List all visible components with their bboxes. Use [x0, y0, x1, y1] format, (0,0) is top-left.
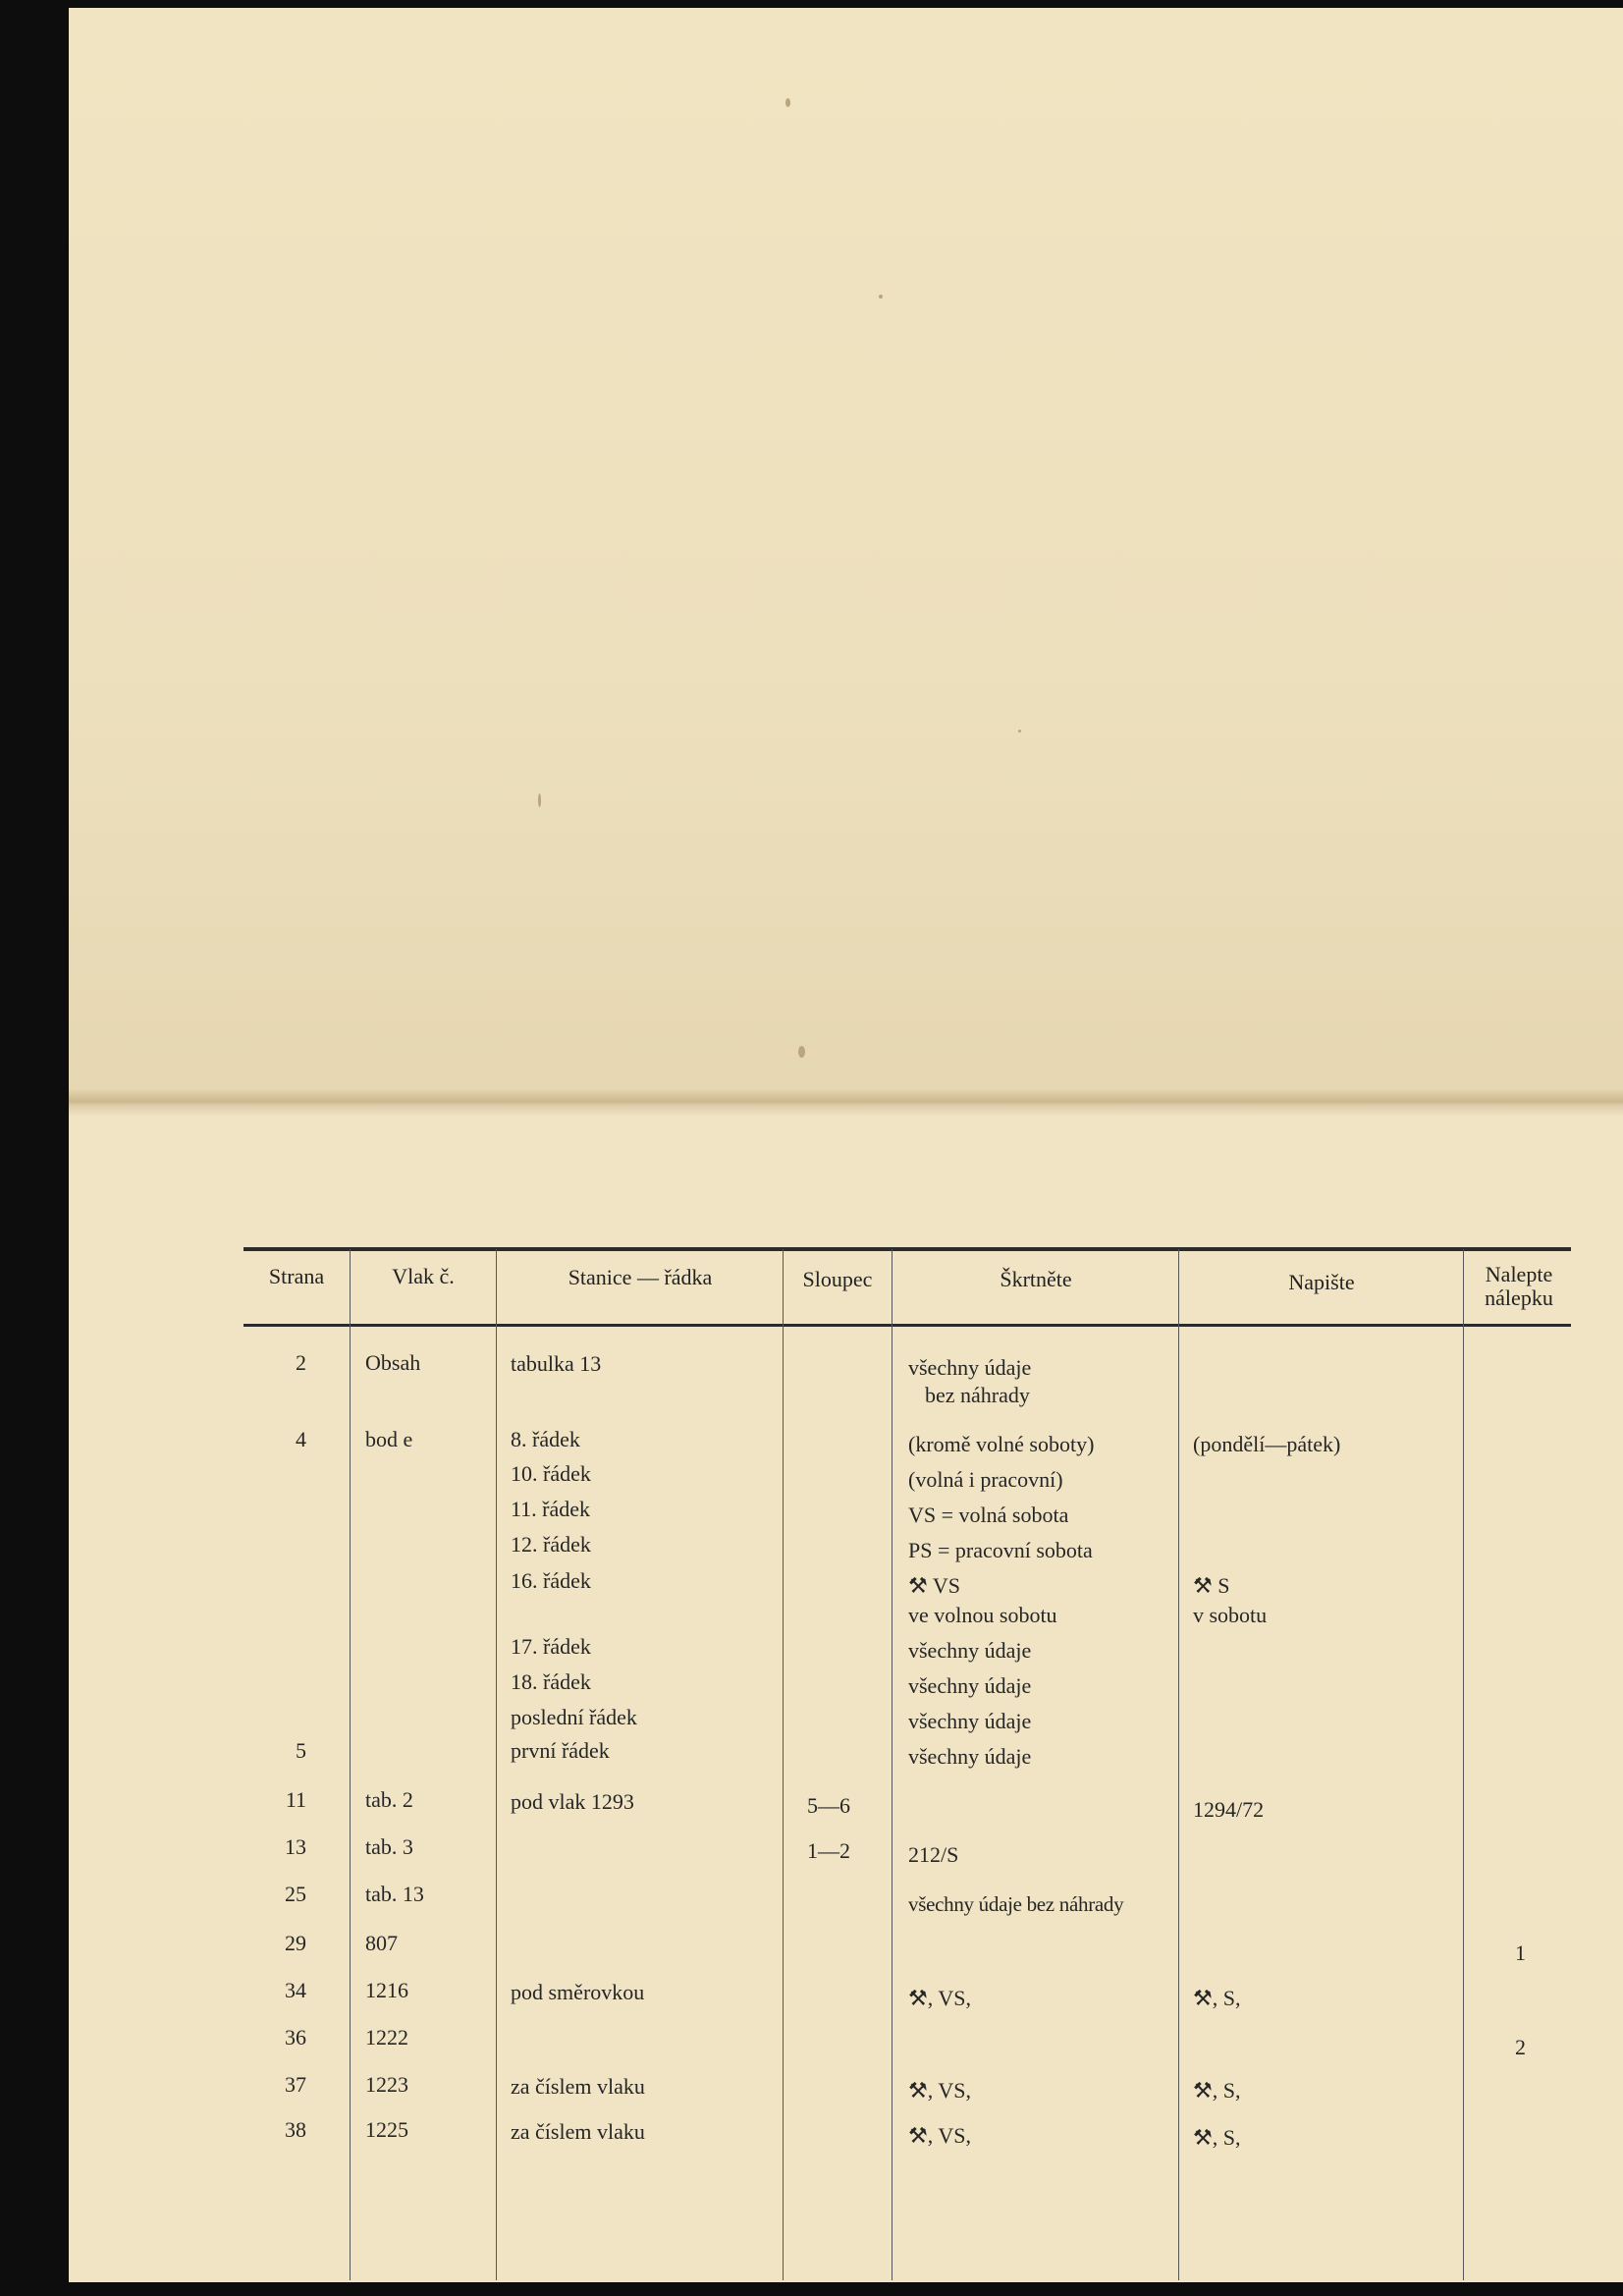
cell-vlak: bod e — [365, 1427, 413, 1451]
cell-strana: 2 — [296, 1350, 306, 1375]
cell-stanice: 18. řádek — [511, 1669, 591, 1694]
column-divider — [496, 1249, 497, 2280]
column-divider — [1463, 1249, 1464, 2280]
cell-stanice: pod směrovkou — [511, 1980, 645, 2004]
cell-stanice: 12. řádek — [511, 1532, 591, 1557]
header-sloupec: Sloupec — [802, 1267, 873, 1291]
paper-speck — [1018, 730, 1021, 733]
cell-strana: 34 — [285, 1978, 306, 2002]
paper-speck — [798, 1046, 805, 1058]
page-fold — [69, 1090, 1623, 1116]
cell-skrtnete: ⚒, VS, — [908, 2078, 971, 2103]
header-skrtnete: Škrtněte — [1000, 1267, 1072, 1291]
cell-strana: 38 — [285, 2117, 306, 2142]
cell-skrtnete: bez náhrady — [925, 1383, 1030, 1407]
cell-nalepte: 2 — [1515, 2035, 1526, 2059]
cell-nalepte: 1 — [1515, 1941, 1526, 1965]
cell-skrtnete: (kromě volné soboty) — [908, 1432, 1095, 1456]
cell-skrtnete: (volná i pracovní) — [908, 1467, 1063, 1492]
header-stanice: Stanice — řádka — [568, 1265, 713, 1289]
cell-vlak: 1223 — [365, 2072, 408, 2097]
cell-stanice: tabulka 13 — [511, 1351, 602, 1376]
cell-vlak: 807 — [365, 1931, 398, 1955]
cell-vlak: tab. 2 — [365, 1787, 413, 1812]
cell-skrtnete: všechny údaje — [908, 1638, 1032, 1663]
cell-napiste: v sobotu — [1193, 1603, 1268, 1627]
cell-skrtnete: ⚒, VS, — [908, 1986, 971, 2010]
cell-napiste: ⚒ S — [1193, 1573, 1230, 1598]
cell-strana: 25 — [285, 1882, 306, 1906]
cell-vlak: 1225 — [365, 2117, 408, 2142]
cell-strana: 29 — [285, 1931, 306, 1955]
cell-skrtnete: všechny údaje — [908, 1744, 1032, 1769]
cell-vlak: tab. 3 — [365, 1834, 413, 1859]
cell-stanice: za číslem vlaku — [511, 2074, 645, 2099]
cell-skrtnete: VS = volná sobota — [908, 1503, 1069, 1527]
cell-skrtnete: PS = pracovní sobota — [908, 1538, 1093, 1562]
cell-vlak: 1222 — [365, 2025, 408, 2050]
cell-vlak: 1216 — [365, 1978, 408, 2002]
cell-sloupec: 5—6 — [807, 1793, 850, 1818]
header-nalepte-line1: Nalepte — [1485, 1262, 1553, 1286]
cell-strana: 13 — [285, 1834, 306, 1859]
cell-strana: 5 — [296, 1738, 306, 1763]
cell-stanice: 11. řádek — [511, 1497, 591, 1521]
paper-speck — [785, 98, 790, 107]
paper-speck — [538, 793, 541, 807]
cell-skrtnete: všechny údaje — [908, 1355, 1032, 1380]
cell-sloupec: 1—2 — [807, 1838, 850, 1863]
cell-napiste: ⚒, S, — [1193, 2078, 1241, 2103]
cell-stanice: první řádek — [511, 1738, 610, 1763]
cell-stanice: 10. řádek — [511, 1461, 591, 1486]
cell-skrtnete: všechny údaje — [908, 1673, 1032, 1698]
header-vlak: Vlak č. — [392, 1264, 455, 1288]
header-nalepte-line2: nálepku — [1485, 1285, 1553, 1310]
table-header-rule — [243, 1324, 1571, 1327]
cell-strana: 37 — [285, 2072, 306, 2097]
cell-strana: 4 — [296, 1427, 306, 1451]
cell-stanice: pod vlak 1293 — [511, 1789, 634, 1814]
column-divider — [892, 1249, 893, 2280]
upper-blank-page — [69, 8, 1623, 1106]
cell-skrtnete: ve volnou sobotu — [908, 1603, 1057, 1627]
cell-stanice: 8. řádek — [511, 1427, 580, 1451]
cell-skrtnete: všechny údaje bez náhrady — [908, 1892, 1124, 1916]
column-divider — [350, 1249, 351, 2280]
cell-vlak: tab. 13 — [365, 1882, 424, 1906]
cell-stanice: 16. řádek — [511, 1568, 591, 1593]
column-divider — [1178, 1249, 1179, 2280]
cell-skrtnete: ⚒ VS — [908, 1573, 960, 1598]
header-strana: Strana — [268, 1264, 325, 1288]
table-top-rule — [243, 1247, 1571, 1251]
cell-vlak: Obsah — [365, 1350, 421, 1375]
cell-napiste: ⚒, S, — [1193, 1986, 1241, 2010]
scan-border-top — [0, 0, 1623, 8]
cell-skrtnete: 212/S — [908, 1842, 959, 1867]
scan-border-left — [0, 0, 69, 2296]
cell-napiste: 1294/72 — [1193, 1797, 1265, 1822]
cell-skrtnete: ⚒, VS, — [908, 2123, 971, 2148]
header-napiste: Napište — [1288, 1270, 1355, 1294]
cell-stanice: poslední řádek — [511, 1705, 637, 1729]
cell-stanice: za číslem vlaku — [511, 2119, 645, 2144]
column-divider — [783, 1249, 784, 2280]
cell-skrtnete: všechny údaje — [908, 1709, 1032, 1733]
cell-napiste: (pondělí—pátek) — [1193, 1432, 1341, 1456]
paper-speck — [879, 295, 883, 299]
cell-stanice: 17. řádek — [511, 1634, 591, 1659]
cell-napiste: ⚒, S, — [1193, 2125, 1241, 2150]
cell-strana: 11 — [285, 1787, 306, 1812]
scan-border-bottom — [0, 2282, 1623, 2296]
cell-strana: 36 — [285, 2025, 306, 2050]
